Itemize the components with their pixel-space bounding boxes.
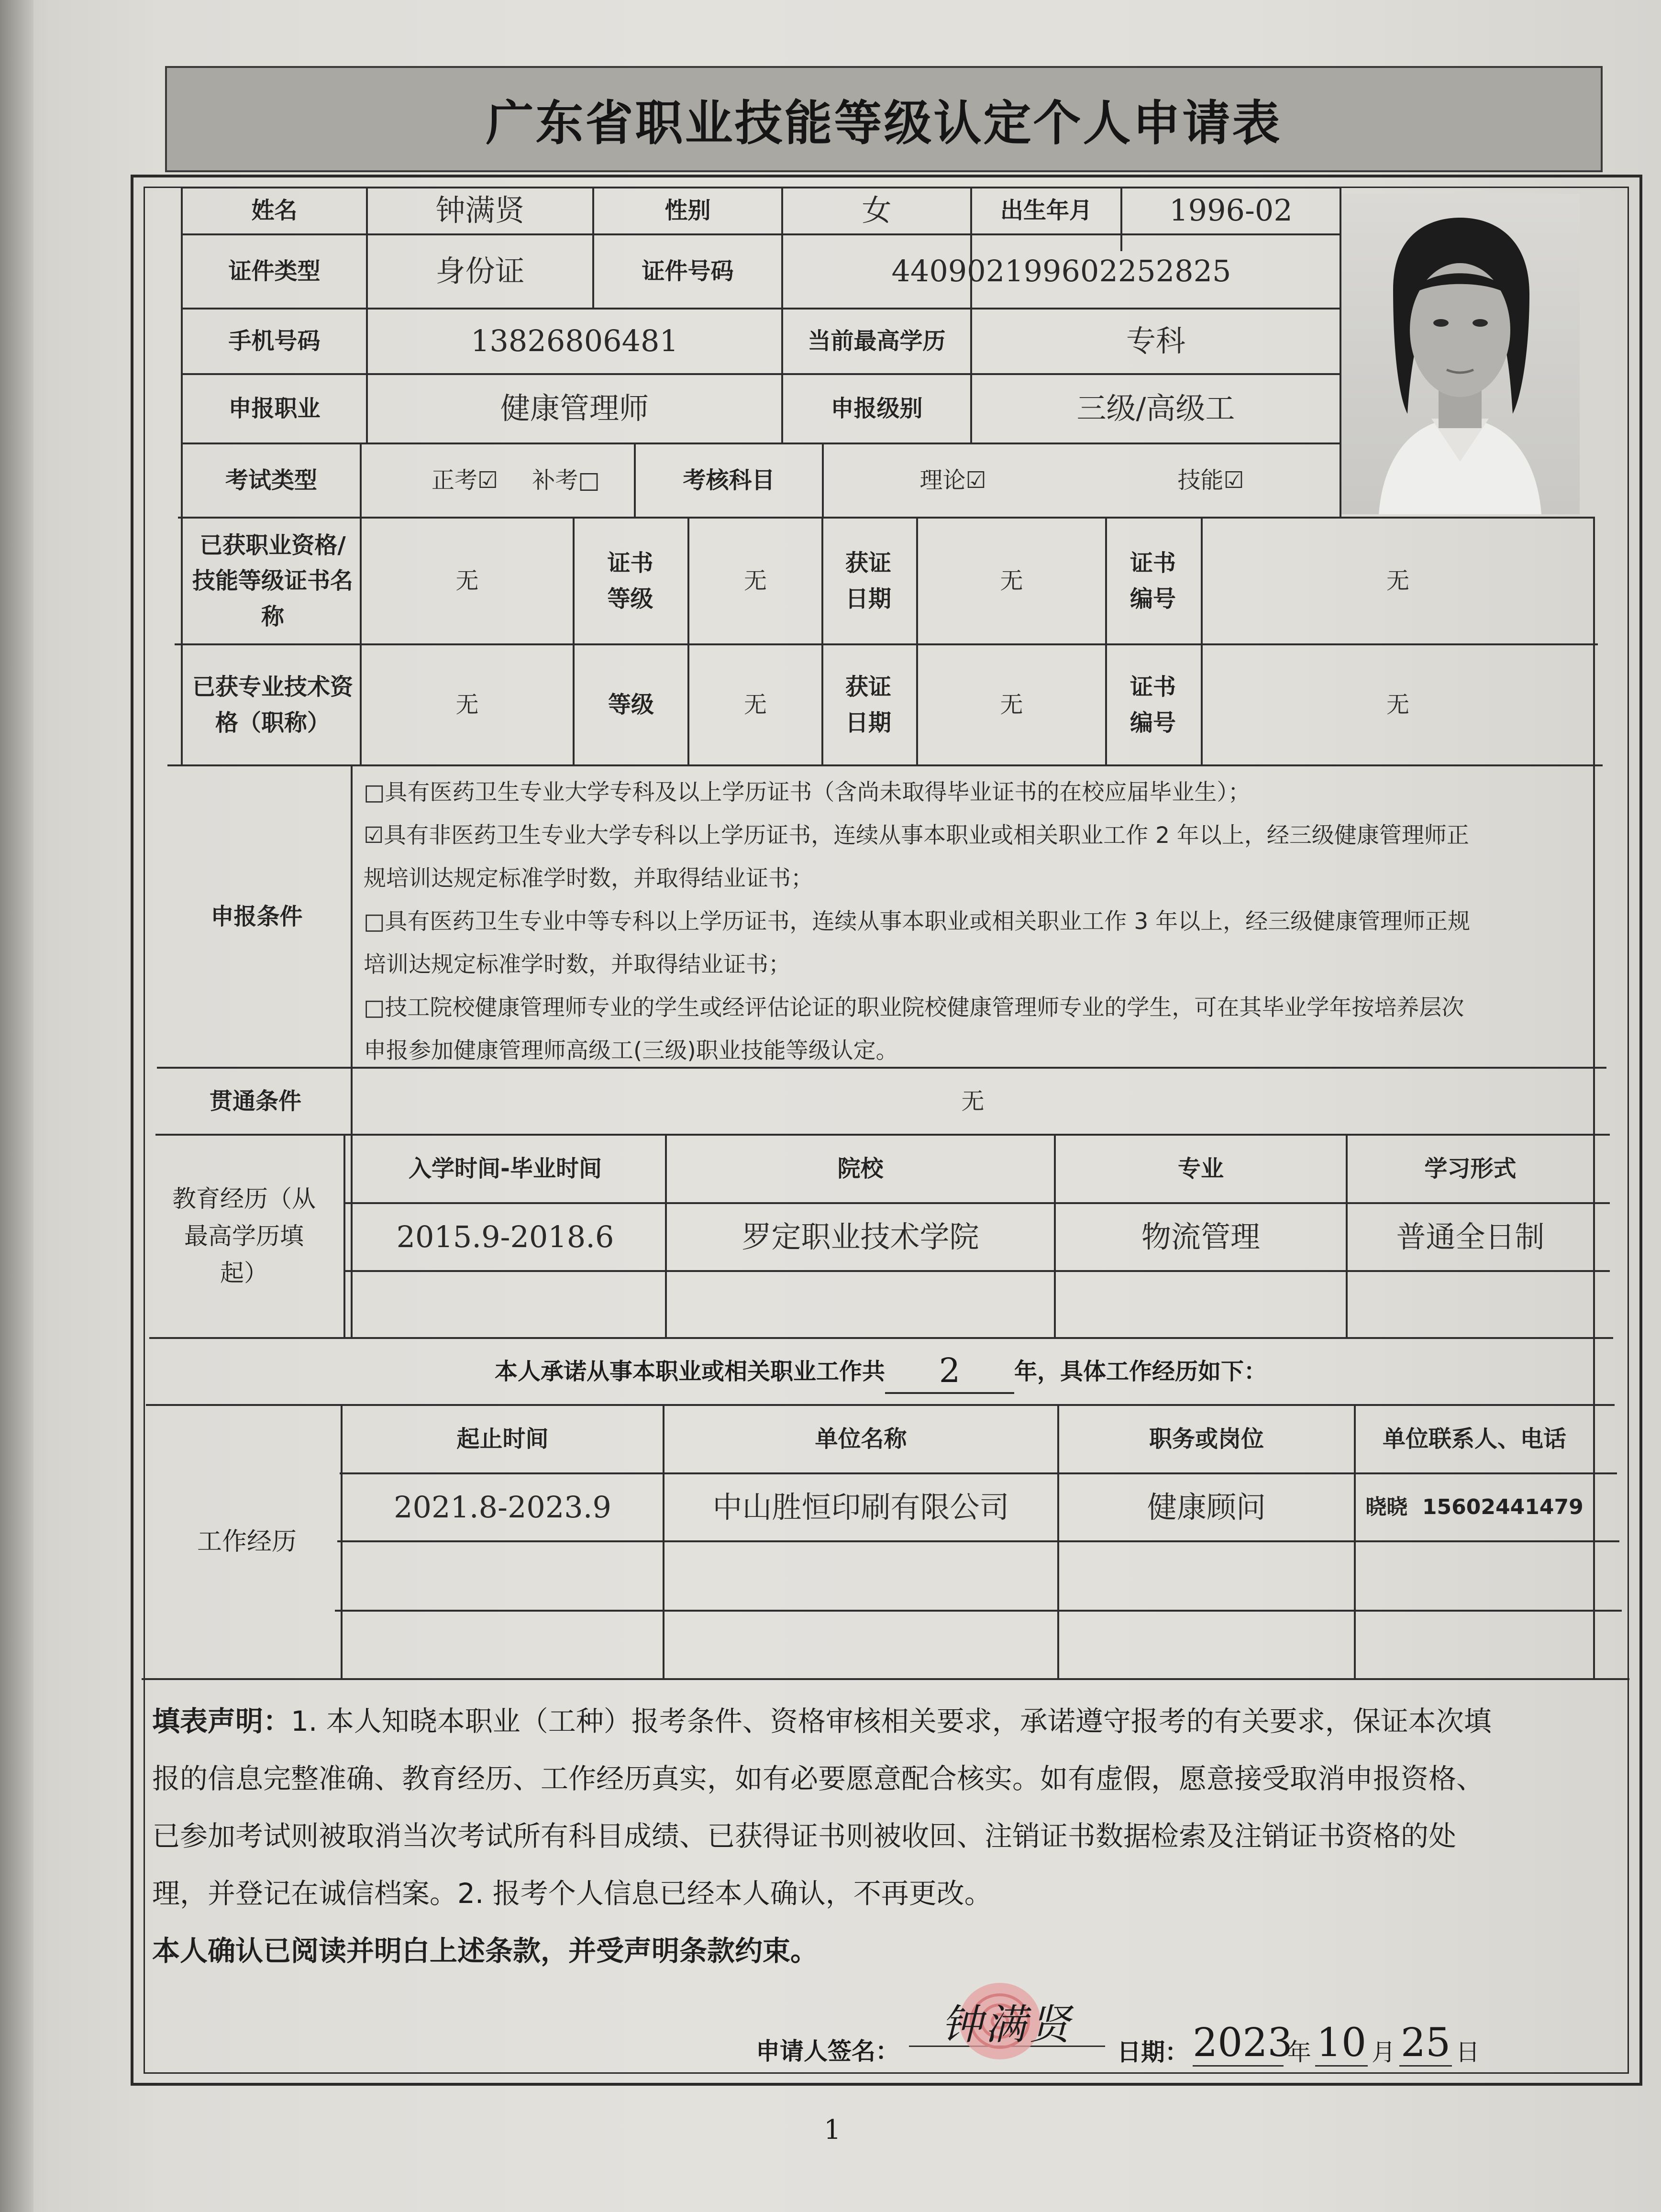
- tech-level-value: 无: [743, 691, 767, 719]
- declaration-line: 已参加考试则被取消当次考试所有科目成绩、已获得证书则被收回、注销证书数据检索及注销证书资格的处: [152, 1820, 1457, 1852]
- conditions-list: [364, 771, 1586, 1073]
- gender-value: 女: [862, 192, 892, 228]
- exam-regular-checkbox[interactable]: 正考☑: [431, 467, 498, 494]
- signature-label: 申请人签名：: [756, 2037, 899, 2065]
- declaration-confirm: 本人确认已阅读并明白上述条款，并受声明条款约束。: [152, 1935, 819, 1967]
- level-label: 申报级别: [830, 395, 923, 422]
- cert-name-value: 无: [455, 567, 479, 595]
- theory-checkbox[interactable]: 理论☑: [919, 467, 986, 494]
- edu-header-mode: 学习形式: [1424, 1155, 1517, 1183]
- work-promise-prefix: 本人承诺从事本职业或相关职业工作共: [494, 1358, 885, 1385]
- condition-line: 规培训达规定标准学时数，并取得结业证书；: [364, 865, 813, 892]
- tech-no-label: 证书编号: [1129, 674, 1176, 736]
- edu-header-school: 院校: [837, 1155, 884, 1183]
- edu-row-major: 物流管理: [1141, 1219, 1260, 1254]
- work-history-label: 工作经历: [197, 1527, 297, 1557]
- cert-level-value: 无: [743, 567, 767, 595]
- cert-name-label: 已获职业资格/技能等级证书名称: [192, 531, 353, 630]
- work-promise-line: [151, 1339, 1610, 1404]
- condition-option-2[interactable]: ☑具有非医药卫生专业大学专科以上学历证书，连续从事本职业或相关职业工作 2 年以上，经三级健康管理师正: [364, 822, 1469, 849]
- date-day: 25: [1399, 2021, 1452, 2067]
- edu-row-mode: 普通全日制: [1396, 1219, 1545, 1254]
- work-row-position: 健康顾问: [1147, 1489, 1266, 1525]
- cert-date-value: 无: [1000, 567, 1023, 595]
- tech-title-value: 无: [455, 691, 479, 719]
- phone-label: 手机号码: [228, 328, 321, 355]
- exam-type-label: 考试类型: [225, 467, 317, 494]
- phone-value: 13826806481: [471, 323, 678, 359]
- tech-date-label: 获证日期: [845, 674, 891, 736]
- edu-history-label: 教育经历（从最高学历填起）: [172, 1185, 316, 1287]
- pass-conditions-label: 贯通条件: [209, 1087, 301, 1115]
- id-number-value: 440902199602252825: [891, 254, 1231, 289]
- birth-value: 1996-02: [1169, 192, 1293, 228]
- form-title: 广东省职业技能等级认定个人申请表: [486, 95, 1282, 151]
- education-label: 当前最高学历: [808, 328, 946, 355]
- gender-label: 性别: [664, 197, 711, 224]
- condition-option-1[interactable]: □具有医药卫生专业大学专科及以上学历证书（含尚未取得毕业证书的在校应届毕业生）；: [364, 779, 1251, 806]
- conditions-label: 申报条件: [210, 903, 303, 930]
- work-row-contact: 晓晓 15602441479: [1365, 1494, 1583, 1519]
- condition-line: 申报参加健康管理师高级工(三级)职业技能等级认定。: [364, 1038, 898, 1064]
- date-label: 日期：: [1117, 2038, 1189, 2066]
- tech-date-value: 无: [1000, 691, 1023, 719]
- tech-level-label: 等级: [608, 691, 654, 719]
- applicant-photo: [1340, 194, 1580, 514]
- work-years-value: 2: [885, 1349, 1014, 1394]
- date-month: 10: [1315, 2021, 1368, 2067]
- tech-title-label: 已获专业技术资格（职称）: [192, 674, 353, 736]
- date-row: [1117, 2014, 1480, 2067]
- subjects-label: 考核科目: [683, 467, 775, 494]
- cert-no-label: 证书编号: [1129, 550, 1176, 612]
- title-bar: [165, 66, 1603, 172]
- pass-conditions-value: 无: [961, 1087, 985, 1115]
- edu-row-period: 2015.9-2018.6: [396, 1219, 614, 1254]
- birth-label: 出生年月: [1000, 197, 1092, 224]
- condition-option-4[interactable]: □技工院校健康管理师专业的学生或经评估论证的职业院校健康管理师专业的学生，可在其毕业学年按培养层次: [364, 995, 1464, 1021]
- work-header-position: 职务或岗位: [1149, 1426, 1264, 1453]
- date-day-unit: 日: [1456, 2038, 1480, 2066]
- date-year-unit: 年: [1287, 2038, 1311, 2066]
- condition-option-3[interactable]: □具有医药卫生专业中等专科以上学历证书，连续从事本职业或相关职业工作 3 年以上，经三级健康管理师正规: [364, 908, 1471, 935]
- work-header-period: 起止时间: [456, 1426, 549, 1453]
- name-label: 姓名: [251, 197, 298, 224]
- id-type-label: 证件类型: [228, 258, 321, 285]
- work-header-contact: 单位联系人、电话: [1382, 1426, 1566, 1453]
- applicant-signature: 钟满贤: [941, 2001, 1073, 2049]
- declaration-line: 1. 本人知晓本职业（工种）报考条件、资格审核相关要求，承诺遵守报考的有关要求，保证本次填: [291, 1705, 1492, 1737]
- signature-row: [756, 2019, 899, 2067]
- condition-line: 培训达规定标准学时数，并取得结业证书；: [364, 951, 791, 978]
- occupation-label: 申报职业: [228, 395, 321, 422]
- declaration: [152, 1692, 1626, 1980]
- paper-edge-shadow: [0, 0, 33, 2212]
- name-value: 钟满贤: [435, 192, 525, 228]
- occupation-value: 健康管理师: [500, 391, 649, 426]
- level-value: 三级/高级工: [1076, 391, 1235, 426]
- id-number-label: 证件号码: [642, 258, 734, 285]
- work-promise-suffix: 年，具体工作经历如下：: [1014, 1358, 1267, 1385]
- cert-date-label: 获证日期: [845, 550, 891, 612]
- edu-row-school: 罗定职业技术学院: [742, 1219, 979, 1254]
- skill-checkbox[interactable]: 技能☑: [1177, 467, 1244, 494]
- exam-makeup-checkbox[interactable]: 补考□: [532, 467, 600, 494]
- edu-header-period: 入学时间-毕业时间: [409, 1155, 602, 1183]
- declaration-lead: 填表声明：: [152, 1705, 291, 1737]
- date-month-unit: 月: [1372, 2038, 1395, 2066]
- work-row-company: 中山胜恒印刷有限公司: [712, 1489, 1009, 1525]
- person-photo-icon: [1340, 194, 1580, 514]
- declaration-line: 理，并登记在诚信档案。2. 报考个人信息已经本人确认，不再更改。: [152, 1877, 992, 1910]
- edu-header-major: 专业: [1177, 1155, 1224, 1183]
- tech-no-value: 无: [1386, 691, 1409, 719]
- cert-no-value: 无: [1386, 567, 1409, 595]
- id-type-value: 身份证: [435, 254, 525, 289]
- education-value: 专科: [1126, 323, 1185, 359]
- date-year: 2023: [1193, 2020, 1293, 2066]
- work-row-period: 2021.8-2023.9: [394, 1489, 611, 1525]
- page-number: 1: [824, 2114, 841, 2146]
- work-header-company: 单位名称: [815, 1426, 907, 1453]
- declaration-line: 报的信息完整准确、教育经历、工作经历真实，如有必要愿意配合核实。如有虚假，愿意接受取消申报资格、: [152, 1762, 1484, 1795]
- cert-level-label: 证书等级: [607, 550, 653, 612]
